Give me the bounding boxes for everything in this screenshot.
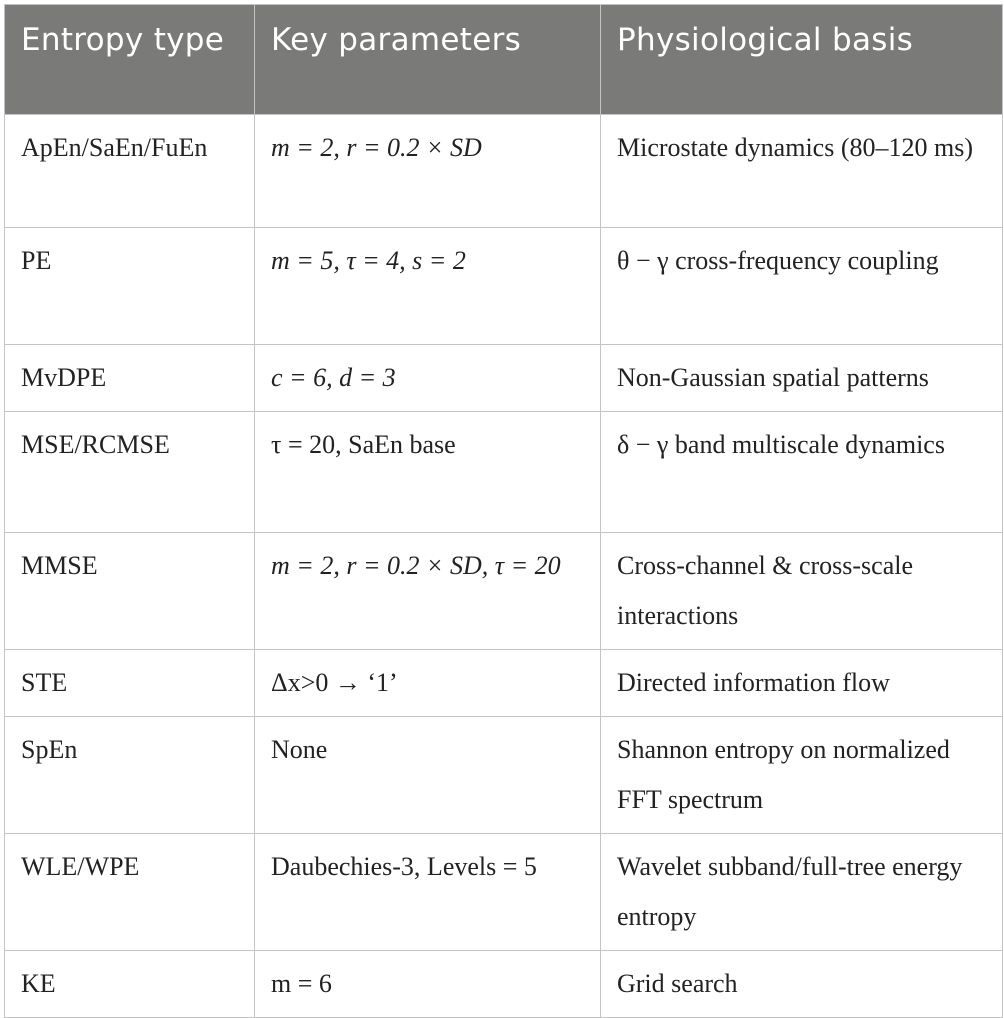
entropy-type-cell: SpEn	[5, 717, 255, 834]
physiological-basis-cell: θ − γ cross-frequency coupling	[601, 228, 1003, 345]
entropy-type-cell: STE	[5, 650, 255, 717]
physiological-basis-cell: Grid search	[601, 951, 1003, 1018]
table-row	[5, 115, 1003, 228]
entropy-type-cell: MSE/RCMSE	[5, 412, 255, 533]
entropy-parameters-table	[4, 4, 1003, 1018]
table-row	[5, 834, 1003, 951]
header-physiological-basis: Physiological basis	[601, 5, 1003, 115]
key-parameters-cell: m = 2, r = 0.2 × SD, τ = 20	[255, 533, 601, 650]
physiological-basis-cell: Non-Gaussian spatial patterns	[601, 345, 1003, 412]
key-parameters-cell: Daubechies-3, Levels = 5	[255, 834, 601, 951]
table-row	[5, 412, 1003, 533]
key-parameters-cell: Δx>0 → ‘1’	[255, 650, 601, 717]
entropy-type-cell: MvDPE	[5, 345, 255, 412]
entropy-type-cell: KE	[5, 951, 255, 1018]
entropy-type-cell: MMSE	[5, 533, 255, 650]
entropy-type-cell: ApEn/SaEn/FuEn	[5, 115, 255, 228]
key-parameters-cell: m = 6	[255, 951, 601, 1018]
physiological-basis-cell: Cross-channel & cross-scale interactions	[601, 533, 1003, 650]
header-entropy-type: Entropy type	[5, 5, 255, 115]
entropy-type-cell: PE	[5, 228, 255, 345]
physiological-basis-cell: Microstate dynamics (80–120 ms)	[601, 115, 1003, 228]
table-row	[5, 650, 1003, 717]
header-key-parameters: Key parameters	[255, 5, 601, 115]
physiological-basis-cell: Directed information flow	[601, 650, 1003, 717]
table-row	[5, 533, 1003, 650]
physiological-basis-cell: Wavelet subband/full-tree energy entropy	[601, 834, 1003, 951]
key-parameters-cell: τ = 20, SaEn base	[255, 412, 601, 533]
table-header-row	[5, 5, 1003, 115]
key-parameters-cell: m = 5, τ = 4, s = 2	[255, 228, 601, 345]
entropy-type-cell: WLE/WPE	[5, 834, 255, 951]
table-row	[5, 951, 1003, 1018]
physiological-basis-cell: δ − γ band multiscale dynamics	[601, 412, 1003, 533]
key-parameters-cell: c = 6, d = 3	[255, 345, 601, 412]
table-row	[5, 345, 1003, 412]
key-parameters-cell: None	[255, 717, 601, 834]
physiological-basis-cell: Shannon entropy on normalized FFT spectrum	[601, 717, 1003, 834]
table-row	[5, 228, 1003, 345]
key-parameters-cell: m = 2, r = 0.2 × SD	[255, 115, 601, 228]
table-row	[5, 717, 1003, 834]
